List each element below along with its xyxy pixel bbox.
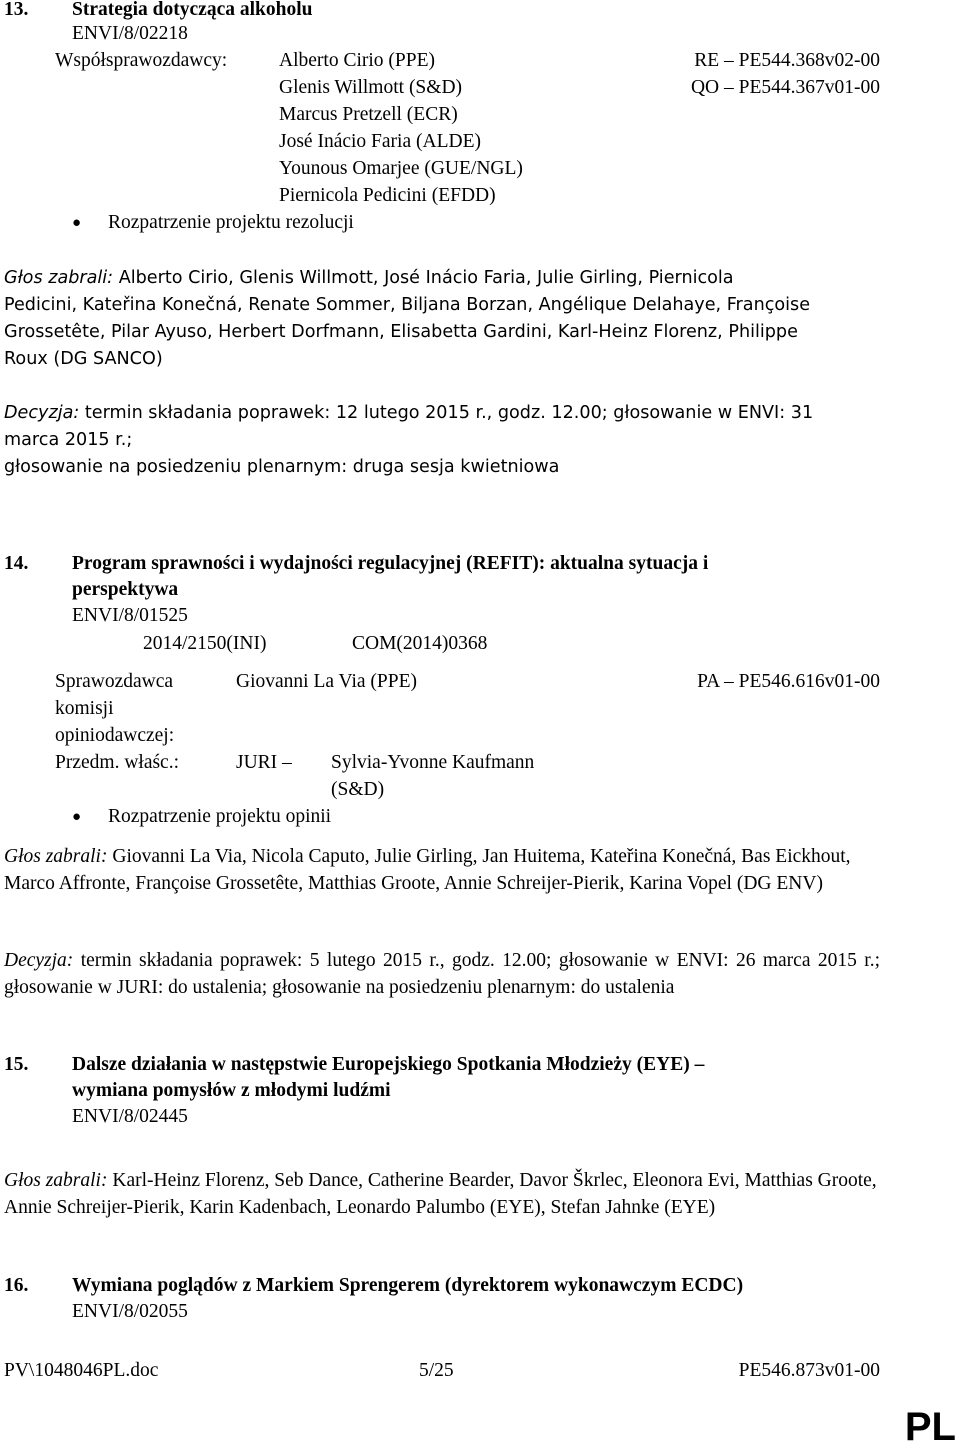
item-14-code: ENVI/8/01525 (72, 605, 188, 626)
corapporteur: Piernicola Pedicini (EFDD) (279, 185, 496, 206)
decision-line (4, 400, 813, 426)
speakers-line (4, 265, 734, 291)
language-code: PL (904, 1405, 956, 1449)
decision-text: termin składania poprawek: 5 lutego 2015 r., godz. 12.00; głosowanie w ENVI: 26 marca 2015 r.; głosowanie w JURI: do ustalenia; głosowanie na posiedzeniu plenarnym: do ustalenia (4, 950, 880, 998)
speakers-line: Roux (DG SANCO) (4, 349, 163, 369)
footer-page-number: 5/25 (419, 1360, 454, 1381)
corapporteur: José Inácio Faria (ALDE) (279, 131, 481, 152)
decision-line: głosowanie na posiedzeniu plenarnym: druga sesja kwietniowa (4, 457, 560, 477)
rapporteur-label: Sprawozdawca (55, 671, 174, 692)
document-reference: QO – PE544.367v01-00 (690, 77, 880, 98)
rapporteur-label: opiniodawczej: (55, 725, 175, 746)
item-15-number: 15. (4, 1054, 29, 1075)
decision-line: marca 2015 r.; (4, 430, 133, 450)
com-number: COM(2014)0368 (352, 633, 488, 654)
item-16-code: ENVI/8/02055 (72, 1301, 188, 1322)
bullet-icon: ● (72, 809, 82, 825)
footer-filename: PV\1048046PL.doc (4, 1360, 159, 1381)
agenda-action: Rozpatrzenie projektu rezolucji (108, 212, 354, 233)
document-reference: RE – PE544.368v02-00 (694, 50, 880, 71)
corapporteur: Glenis Willmott (S&D) (279, 77, 463, 98)
speakers-paragraph (4, 843, 880, 897)
bullet-icon: ● (72, 215, 82, 231)
item-14-title: Program sprawności i wydajności regulacyjnej (REFIT): aktualna sytuacja i (72, 553, 709, 574)
speakers-text: Karl-Heinz Florenz, Seb Dance, Catherine Bearder, Davor Škrlec, Eleonora Evi, Matthias Groote, Annie Schreijer-Pierik, Karin Kadenbach, Leonardo Palumbo (EYE), Stefan Jahnke (EYE) (4, 1170, 877, 1218)
rapporteur-label: komisji (55, 698, 114, 719)
item-13-title: Strategia dotycząca alkoholu (72, 0, 313, 20)
item-14-title: perspektywa (72, 579, 179, 600)
item-16-number: 16. (4, 1275, 29, 1296)
item-14-number: 14. (4, 553, 29, 574)
decision-text: termin składania poprawek: 12 lutego 2015 r., godz. 12.00; głosowanie w ENVI: 31 (79, 403, 814, 423)
item-13-code: ENVI/8/02218 (72, 23, 188, 44)
responsible-label: Przedm. właśc.: (55, 752, 180, 773)
agenda-action: Rozpatrzenie projektu opinii (108, 806, 332, 827)
responsible-rapporteur: Sylvia-Yvonne Kaufmann (331, 752, 535, 773)
responsible-rapporteur: (S&D) (331, 779, 385, 800)
speakers-label: Głos zabrali: (4, 268, 114, 288)
speakers-text: Giovanni La Via, Nicola Caputo, Julie Girling, Jan Huitema, Kateřina Konečná, Bas Eickhout, Marco Affronte, Françoise Grossetête, Matthias Groote, Annie Schreijer-Pierik, Karina Vopel (DG ENV) (4, 846, 851, 894)
corapporteur: Alberto Cirio (PPE) (279, 50, 435, 71)
procedure-number: 2014/2150(INI) (143, 633, 267, 654)
responsible-committee: JURI – (236, 752, 292, 773)
corapporteur: Marcus Pretzell (ECR) (279, 104, 458, 125)
footer-document-reference: PE546.873v01-00 (738, 1360, 880, 1381)
corapporteurs-label: Współsprawozdawcy: (55, 50, 228, 71)
corapporteur: Younous Omarjee (GUE/NGL) (279, 158, 523, 179)
item-16-title: Wymiana poglądów z Markiem Sprengerem (dyrektorem wykonawczym ECDC) (72, 1275, 744, 1296)
document-reference: PA – PE546.616v01-00 (697, 671, 880, 692)
speakers-line: Grossetête, Pilar Ayuso, Herbert Dorfmann, Elisabetta Gardini, Karl-Heinz Florenz, Philippe (4, 322, 798, 342)
speakers-text: Alberto Cirio, Glenis Willmott, José Inácio Faria, Julie Girling, Piernicola (113, 268, 734, 288)
speakers-line: Pedicini, Kateřina Konečná, Renate Sommer, Biljana Borzan, Angélique Delahaye, Françoise (4, 295, 811, 315)
rapporteur-name: Giovanni La Via (PPE) (236, 671, 417, 692)
speakers-label: Głos zabrali: (4, 846, 108, 867)
speakers-label: Głos zabrali: (4, 1170, 108, 1191)
decision-label: Decyzja: (4, 403, 80, 423)
item-15-code: ENVI/8/02445 (72, 1106, 188, 1127)
speakers-paragraph (4, 1167, 880, 1221)
item-15-title: Dalsze działania w następstwie Europejskiego Spotkania Młodzieży (EYE) – (72, 1054, 705, 1075)
decision-paragraph (4, 947, 880, 1001)
item-13-number: 13. (4, 0, 29, 20)
decision-label: Decyzja: (4, 950, 74, 971)
item-15-title: wymiana pomysłów z młodymi ludźmi (72, 1080, 391, 1101)
